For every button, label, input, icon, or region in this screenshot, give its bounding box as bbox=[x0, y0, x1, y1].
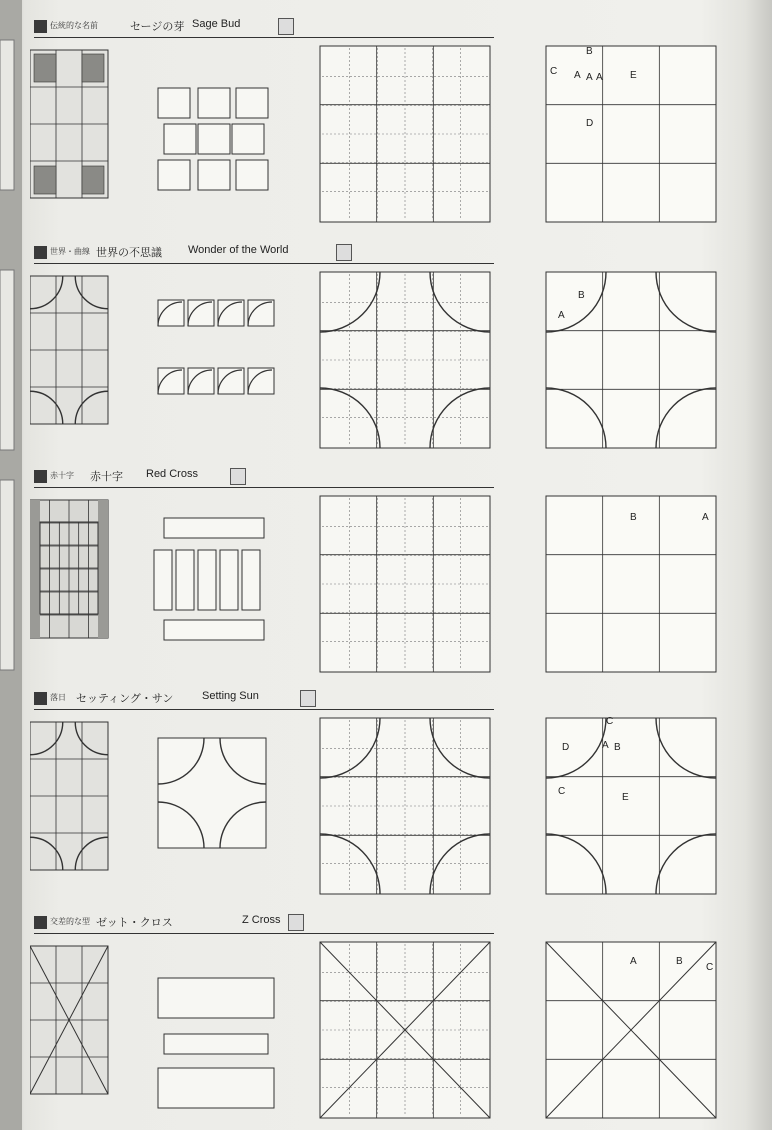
z-cross-icon bbox=[288, 914, 304, 931]
spiral-icon bbox=[336, 244, 352, 261]
template-block-diagram bbox=[320, 942, 490, 1118]
labeled-pattern-diagram bbox=[546, 716, 716, 894]
exploded-pieces-diagram bbox=[154, 518, 264, 640]
sun-icon bbox=[300, 690, 316, 707]
header-rule bbox=[34, 709, 494, 710]
block-jp-name: 赤十字 bbox=[90, 470, 123, 483]
block-sage-bud bbox=[30, 18, 750, 240]
piece-label: B bbox=[676, 956, 683, 967]
piece-label: D bbox=[562, 742, 570, 753]
template-block-diagram bbox=[320, 46, 490, 222]
header-rule bbox=[34, 37, 494, 38]
piece-label: A bbox=[602, 740, 609, 751]
header-rule bbox=[34, 933, 494, 934]
block-en-name: Setting Sun bbox=[202, 690, 259, 702]
block-jp-name: 世界の不思議 bbox=[96, 246, 162, 259]
piece-label: E bbox=[622, 792, 629, 803]
block-diagrams bbox=[30, 714, 750, 914]
piece-label: A bbox=[586, 72, 593, 83]
block-wonder-of-the-world bbox=[30, 244, 750, 466]
piece-label: C bbox=[550, 66, 558, 77]
block-number-badge bbox=[34, 916, 47, 929]
block-header bbox=[34, 468, 494, 488]
piece-label: A bbox=[702, 512, 709, 523]
piece-label: C bbox=[706, 962, 714, 973]
block-number-badge bbox=[34, 246, 47, 259]
labeled-pattern-diagram bbox=[546, 496, 716, 672]
flower-icon bbox=[278, 18, 294, 35]
exploded-pieces-diagram bbox=[158, 978, 274, 1108]
piece-label: A bbox=[596, 72, 603, 83]
block-en-name: Wonder of the World bbox=[188, 244, 289, 256]
block-header bbox=[34, 690, 494, 710]
block-jp-name: ゼット・クロス bbox=[96, 916, 173, 929]
exploded-pieces-diagram bbox=[158, 88, 268, 190]
piece-label: B bbox=[578, 290, 585, 301]
labeled-pattern-diagram bbox=[546, 46, 716, 222]
colored-block-diagram bbox=[30, 276, 108, 424]
header-rule bbox=[34, 263, 494, 264]
colored-block-diagram bbox=[30, 50, 108, 198]
block-diagrams bbox=[30, 42, 750, 242]
block-header bbox=[34, 914, 494, 934]
block-small-label: 赤十字 bbox=[50, 471, 74, 480]
labeled-pattern-diagram bbox=[546, 942, 716, 1118]
block-number-badge bbox=[34, 692, 47, 705]
piece-label: E bbox=[630, 70, 637, 81]
block-setting-sun bbox=[30, 690, 750, 912]
exploded-pieces-diagram bbox=[158, 300, 274, 394]
block-number-badge bbox=[34, 470, 47, 483]
colored-block-diagram bbox=[30, 500, 108, 638]
block-small-label: 交差的な型 bbox=[50, 917, 90, 926]
piece-label: B bbox=[586, 46, 593, 57]
piece-label: C bbox=[606, 716, 614, 727]
block-small-label: 落日 bbox=[50, 693, 66, 702]
header-rule bbox=[34, 487, 494, 488]
piece-label: D bbox=[586, 118, 594, 129]
block-en-name: Z Cross bbox=[242, 914, 281, 926]
block-jp-name: セッティング・サン bbox=[76, 692, 174, 705]
block-number-badge bbox=[34, 20, 47, 33]
piece-label: A bbox=[558, 310, 565, 321]
piece-label: B bbox=[630, 512, 637, 523]
labeled-pattern-diagram bbox=[546, 272, 716, 448]
block-jp-name: セージの芽 bbox=[130, 20, 185, 33]
template-block-diagram bbox=[320, 718, 490, 894]
piece-label: A bbox=[630, 956, 637, 967]
block-red-cross bbox=[30, 468, 750, 690]
cross-icon bbox=[230, 468, 246, 485]
exploded-pieces-diagram bbox=[158, 738, 266, 848]
colored-block-diagram bbox=[30, 946, 108, 1094]
piece-label: A bbox=[574, 70, 581, 81]
block-en-name: Sage Bud bbox=[192, 18, 241, 30]
template-block-diagram bbox=[320, 272, 490, 448]
block-small-label: 世界・曲線 bbox=[50, 247, 90, 256]
colored-block-diagram bbox=[30, 722, 108, 870]
piece-label: C bbox=[558, 786, 566, 797]
left-page-edge bbox=[0, 0, 22, 1130]
block-en-name: Red Cross bbox=[146, 468, 198, 480]
block-z-cross bbox=[30, 914, 750, 1130]
block-diagrams bbox=[30, 938, 750, 1130]
piece-label: B bbox=[614, 742, 621, 753]
block-diagrams bbox=[30, 268, 750, 468]
block-small-label: 伝統的な名前 bbox=[50, 21, 98, 30]
block-header bbox=[34, 244, 494, 264]
block-header bbox=[34, 18, 494, 38]
template-block-diagram bbox=[320, 496, 490, 672]
block-diagrams bbox=[30, 492, 750, 692]
